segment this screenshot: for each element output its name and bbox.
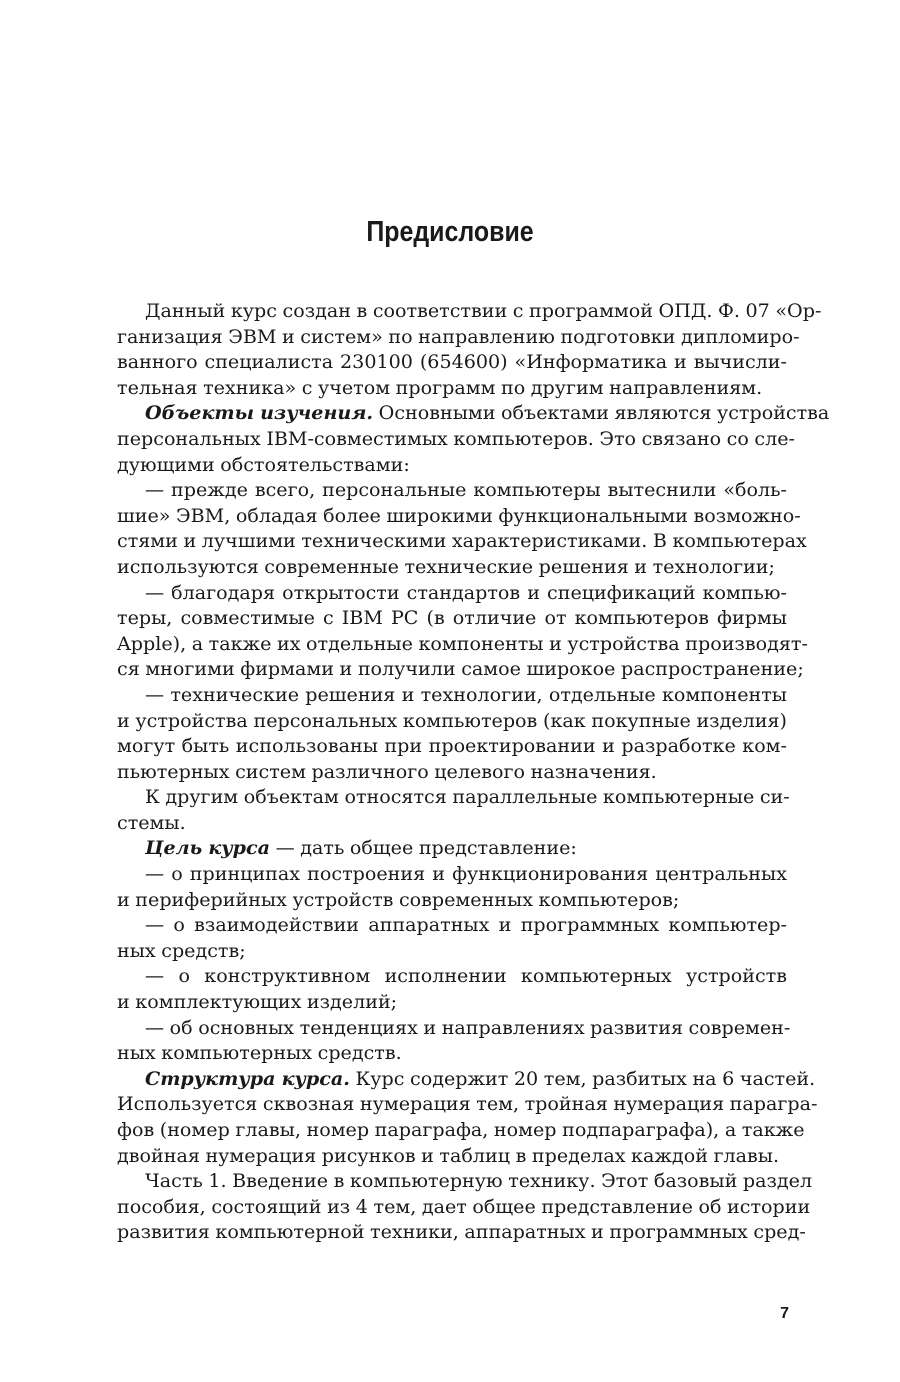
text-line: — благодаря открытости стандартов и спецификаций компью- — [145, 580, 787, 604]
text-line: шие» ЭВМ, обладая более широкими функциональными возможно- — [117, 503, 801, 527]
text-line: — прежде всего, персональные компьютеры вытеснили «боль- — [145, 478, 787, 502]
text-line: фов (номер главы, номер параграфа, номер подпараграфа), а также — [117, 1118, 805, 1141]
text-line: — о принципах построения и функционирования центральных — [145, 862, 787, 886]
text-line: Объекты изучения. Основными объектами являются устройства — [145, 401, 830, 425]
text-line: теры, совместимые с IBM PC (в отличие от компьютеров фирмы — [117, 606, 787, 630]
text-line: стемы. — [117, 810, 186, 834]
text-line: ных компьютерных средств. — [117, 1041, 402, 1065]
text-line: ных средств; — [117, 938, 246, 962]
text-line: пособия, состоящий из 4 тем, дает общее представление об истории — [117, 1194, 811, 1218]
text-line: Используется сквозная нумерация тем, тройная нумерация парагра- — [117, 1092, 818, 1116]
text-line: ванного специалиста 230100 (654600) «Информатика и вычисли- — [117, 350, 787, 374]
text-line: Apple), а также их отдельные компоненты и устройства производят- — [117, 631, 808, 655]
text-line: персональных IBM-совместимых компьютеров. Это связано со сле- — [117, 426, 796, 450]
text-line: К другим объектам относятся параллельные компьютерные си- — [145, 785, 790, 809]
lead-goal: Цель курса — [145, 836, 271, 860]
preface-text — [117, 298, 830, 1245]
text-line: ся многими фирмами и получили самое широкое распространение; — [117, 657, 804, 681]
text-line: Структура курса. Курс содержит 20 тем, разбитых на 6 частей. — [145, 1066, 816, 1090]
text-line: используются современные технические решения и технологии; — [117, 554, 775, 578]
text-line: — об основных тенденциях и направлениях развития современ- — [145, 1015, 791, 1039]
text-line: развития компьютерной техники, аппаратных и программных сред- — [117, 1220, 806, 1244]
text-line: стями и лучшими техническими характеристиками. В компьютерах — [117, 529, 807, 553]
text-line: пьютерных систем различного целевого назначения. — [117, 759, 657, 783]
text-line: дующими обстоятельствами: — [117, 452, 410, 476]
text-line: и устройства персональных компьютеров (как покупные изделия) — [117, 708, 787, 732]
text-line: могут быть использованы при проектировании и разработке ком- — [117, 734, 787, 758]
text-line: — технические решения и технологии, отдельные компоненты — [145, 682, 787, 706]
text-line: Данный курс создан в соответствии с программой ОПД. Ф. 07 «Ор- — [145, 299, 822, 322]
lead-objects: Объекты изучения. — [145, 401, 374, 425]
text-line: — о конструктивном исполнении компьютерных устройств — [145, 964, 787, 988]
text-line: — о взаимодействии аппаратных и программных компьютер- — [145, 913, 787, 937]
text-line: и комплектующих изделий; — [117, 990, 398, 1014]
text-line: и периферийных устройств современных компьютеров; — [117, 887, 680, 911]
text-line: двойная нумерация рисунков и таблиц в пределах каждой главы. — [117, 1143, 780, 1167]
page-number: 7 — [780, 1305, 789, 1322]
text-line: тельная техника» с учетом программ по другим направлениям. — [117, 375, 763, 399]
text-line: ганизация ЭВМ и систем» по направлению подготовки дипломиро- — [117, 324, 800, 348]
text-line: Цель курса — дать общее представление: — [145, 836, 577, 860]
text-line: Часть 1. Введение в компьютерную технику. Этот базовый раздел — [145, 1169, 813, 1193]
lead-structure: Структура курса. — [145, 1066, 350, 1090]
page-title: Предисловие — [366, 216, 534, 248]
